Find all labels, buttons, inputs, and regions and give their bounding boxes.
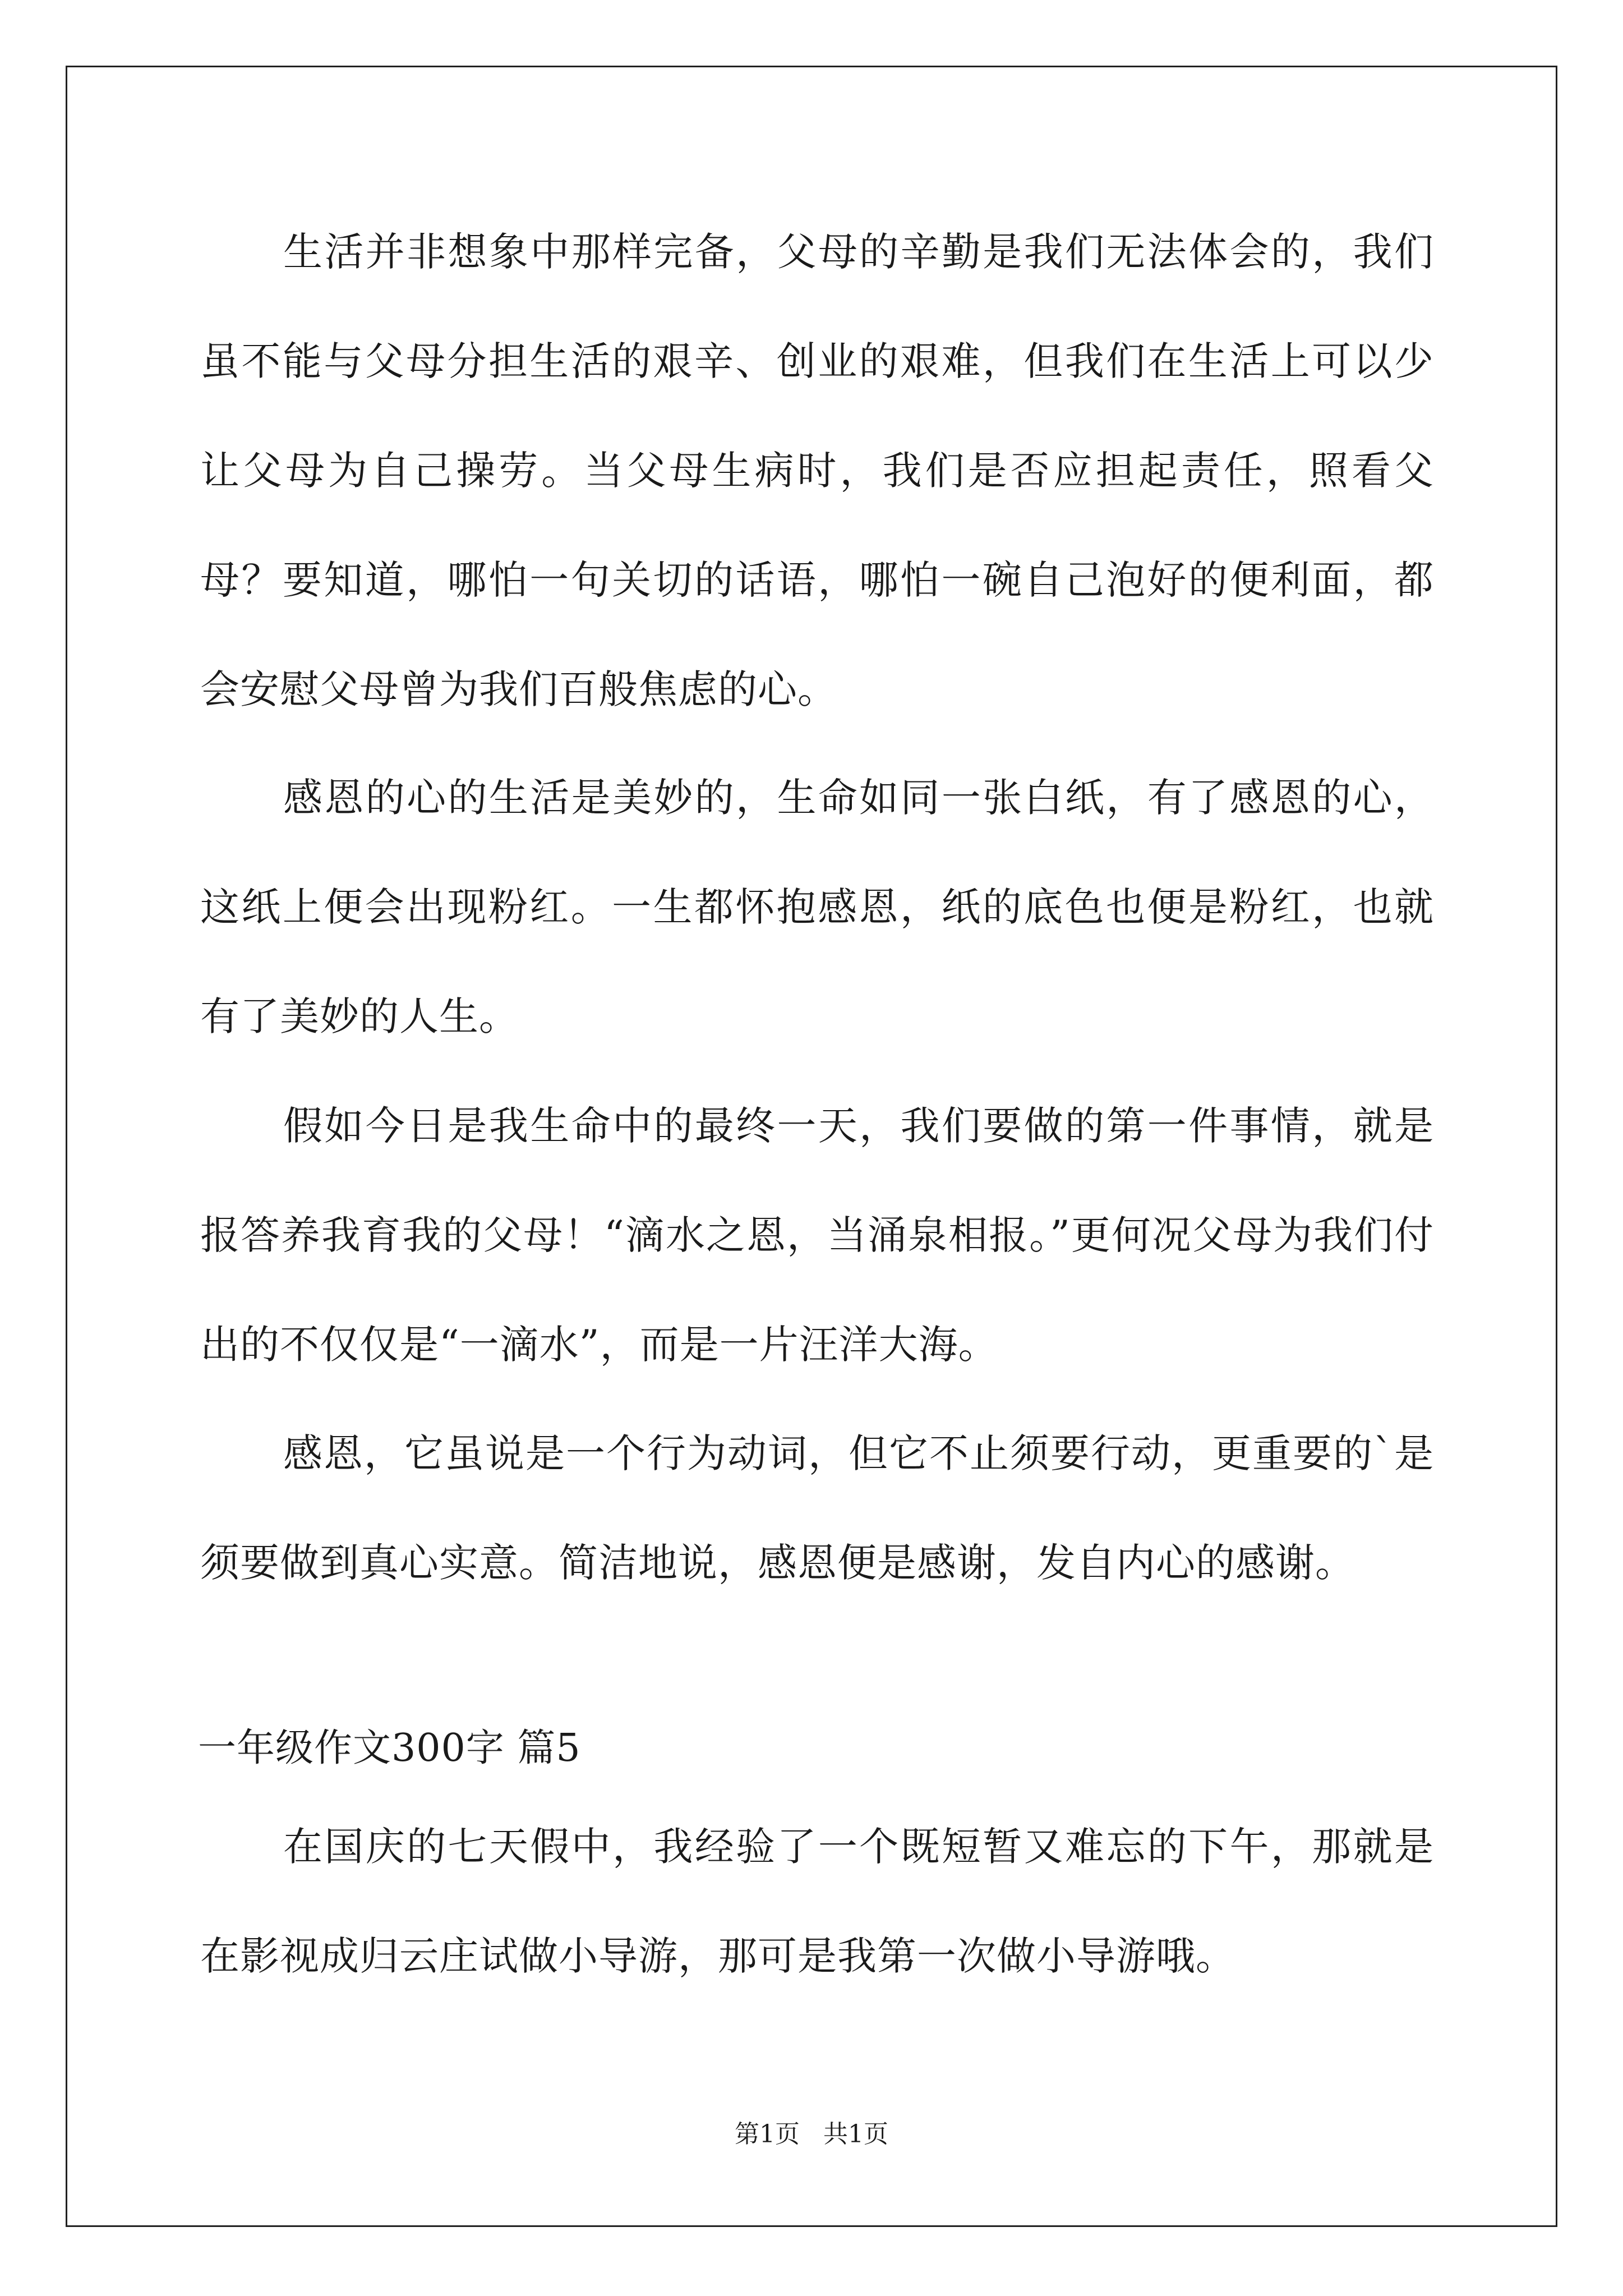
paragraph: 假如今日是我生命中的最终一天，我们要做的第一件事情，就是报答养我育我的父母！“滴水之恩，当涌泉相报。”更何况父母为我们付出的不仅仅是“一滴水”，而是一片汪洋大海。 <box>200 1103 1434 1368</box>
page-number: 第1页 共1页 <box>735 2120 888 2148</box>
paragraph: 生活并非想象中那样完备，父母的辛勤是我们无法体会的，我们虽不能与父母分担生活的艰辛、创业的艰难，但我们在生活上可以少让父母为自己操劳。当父母生病时，我们是否应担起责任，照看父母？要知道，哪怕一句关切的话语，哪怕一碗自己泡好的便利面，都会安慰父母曾为我们百般焦虑的心。 <box>200 229 1434 712</box>
paragraph: 感恩，它虽说是一个行为动词，但它不止须要行动，更重要的`是须要做到真心实意。简洁地说，感恩便是感谢，发自内心的感谢。 <box>200 1430 1434 1586</box>
paragraph: 感恩的心的生活是美妙的，生命如同一张白纸，有了感恩的心，这纸上便会出现粉红。一生都怀抱感恩，纸的底色也便是粉红，也就有了美妙的人生。 <box>200 775 1434 1039</box>
paragraph: 在国庆的七天假中，我经验了一个既短暂又难忘的下午，那就是在影视成归云庄试做小导游，那可是我第一次做小导游哦。 <box>200 1824 1434 1979</box>
section-heading: 一年级作文300字 篇5 <box>198 1726 581 1770</box>
